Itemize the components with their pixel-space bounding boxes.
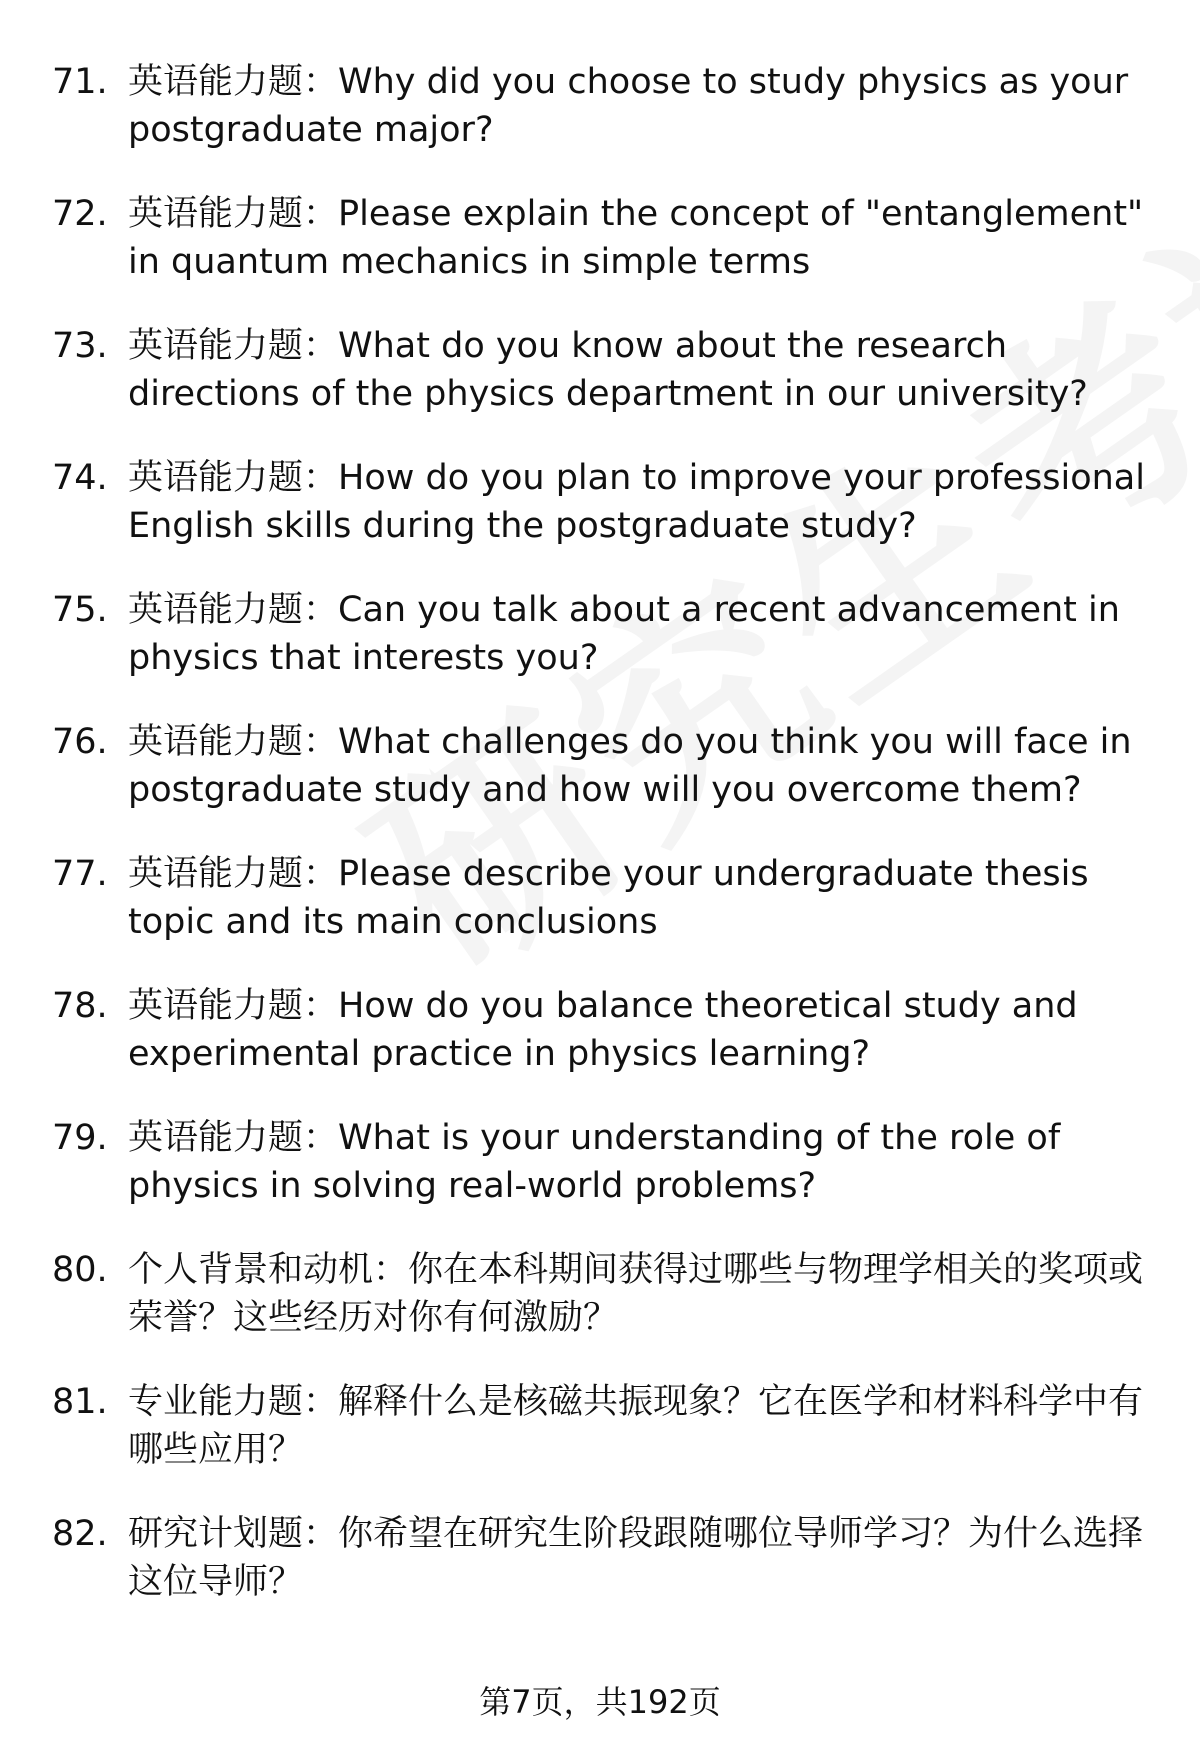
question-body <box>128 1114 1170 1210</box>
question-category: 英语能力题： <box>128 854 339 894</box>
question-body <box>128 322 1170 418</box>
question-text: Can you talk about a recent advancement in physics that interests you? <box>128 590 1120 678</box>
question-category: 英语能力题： <box>128 590 339 630</box>
question-item <box>0 322 1200 454</box>
question-category: 英语能力题： <box>128 326 339 366</box>
question-number: 79. <box>52 1118 108 1158</box>
question-body <box>128 1378 1170 1474</box>
question-category: 研究计划题： <box>128 1514 339 1554</box>
question-body <box>128 586 1170 682</box>
question-text: 解释什么是核磁共振现象？它在医学和材料科学中有哪些应用？ <box>128 1382 1144 1470</box>
question-category: 英语能力题： <box>128 62 339 102</box>
question-text: Please explain the concept of "entanglement" in quantum mechanics in simple terms <box>128 194 1144 282</box>
question-number: 75. <box>52 590 108 630</box>
question-number: 82. <box>52 1514 108 1554</box>
question-item <box>0 190 1200 322</box>
question-category: 英语能力题： <box>128 1118 339 1158</box>
question-text: Please describe your undergraduate thesis topic and its main conclusions <box>128 854 1089 942</box>
question-item <box>0 1510 1200 1642</box>
question-body <box>128 190 1170 286</box>
question-item <box>0 1378 1200 1510</box>
question-text: How do you balance theoretical study and experimental practice in physics learning? <box>128 986 1078 1074</box>
question-text: What is your understanding of the role of physics in solving real-world problems? <box>128 1118 1061 1206</box>
question-item <box>0 1114 1200 1246</box>
question-category: 专业能力题： <box>128 1382 339 1422</box>
question-text: What do you know about the research directions of the physics department in our university? <box>128 326 1088 414</box>
question-body <box>128 1246 1170 1342</box>
question-body <box>128 1510 1170 1606</box>
question-body <box>128 58 1170 154</box>
question-category: 英语能力题： <box>128 986 339 1026</box>
question-text: 你希望在研究生阶段跟随哪位导师学习？为什么选择这位导师？ <box>128 1514 1144 1602</box>
question-number: 78. <box>52 986 108 1026</box>
question-text: Why did you choose to study physics as your postgraduate major? <box>128 62 1129 150</box>
question-item <box>0 982 1200 1114</box>
question-item <box>0 586 1200 718</box>
question-number: 74. <box>52 458 108 498</box>
question-text: 你在本科期间获得过哪些与物理学相关的奖项或荣誉？这些经历对你有何激励？ <box>128 1250 1144 1338</box>
question-item <box>0 454 1200 586</box>
question-category: 英语能力题： <box>128 722 339 762</box>
question-text: How do you plan to improve your professional English skills during the postgraduate study? <box>128 458 1145 546</box>
question-number: 81. <box>52 1382 108 1422</box>
question-number: 76. <box>52 722 108 762</box>
question-category: 个人背景和动机： <box>128 1250 409 1290</box>
page-footer <box>0 1680 1200 1724</box>
question-list <box>0 58 1200 1642</box>
question-item <box>0 850 1200 982</box>
question-body <box>128 982 1170 1078</box>
question-body <box>128 454 1170 550</box>
question-category: 英语能力题： <box>128 194 339 234</box>
page-number-label: 第7页，共192页 <box>479 1683 721 1721</box>
question-body <box>128 850 1170 946</box>
question-item <box>0 718 1200 850</box>
question-number: 73. <box>52 326 108 366</box>
question-category: 英语能力题： <box>128 458 339 498</box>
question-body <box>128 718 1170 814</box>
question-number: 72. <box>52 194 108 234</box>
question-item <box>0 1246 1200 1378</box>
question-number: 80. <box>52 1250 108 1290</box>
question-number: 77. <box>52 854 108 894</box>
question-text: What challenges do you think you will face in postgraduate study and how will you overcome them? <box>128 722 1132 810</box>
question-item <box>0 58 1200 190</box>
question-number: 71. <box>52 62 108 102</box>
